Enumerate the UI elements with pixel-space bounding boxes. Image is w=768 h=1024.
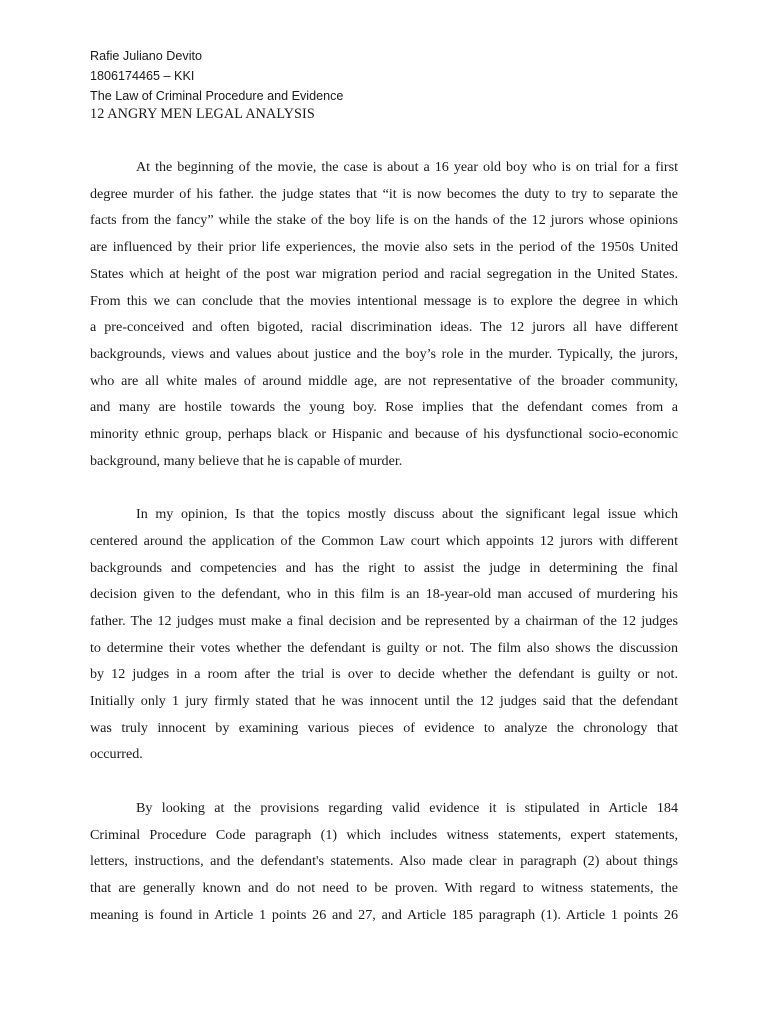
- text-line: By looking at the provisions regarding valid evidence it is stipulated in Article 184: [136, 799, 678, 816]
- text-line: father. The 12 judges must make a final decision and be represented by a chairman of the 12 judges: [90, 612, 678, 629]
- student-id: 1806174465 – KKI: [90, 69, 195, 83]
- text-line: From this we can conclude that the movies intentional message is to explore the degree in which: [90, 292, 678, 309]
- text-line: decision given to the defendant, who in this film is an 18-year-old man accused of murdering his: [90, 586, 678, 603]
- text-line: backgrounds and competencies and has the right to assist the judge in determining the final: [90, 559, 678, 576]
- document-title: 12 ANGRY MEN LEGAL ANALYSIS: [90, 106, 315, 122]
- text-line: degree murder of his father. the judge states that “it is now becomes the duty to try to separate the: [90, 185, 678, 202]
- text-line: At the beginning of the movie, the case is about a 16 year old boy who is on trial for a first: [136, 159, 678, 175]
- text-line: who are all white males of around middle age, are not representative of the broader community,: [90, 372, 678, 389]
- text-line: backgrounds, views and values about justice and the boy’s role in the murder. Typically, the jurors,: [90, 345, 678, 362]
- text-line: are influenced by their prior life experiences, the movie also sets in the period of the 1950s United: [90, 239, 678, 256]
- text-line: centered around the application of the Common Law court which appoints 12 jurors with different: [90, 532, 678, 549]
- document-body: [90, 154, 678, 955]
- text-line: In my opinion, Is that the topics mostly discuss about the significant legal issue which: [136, 506, 678, 523]
- text-line: facts from the fancy” while the stake of the boy life is on the hands of the 12 jurors whose opinions: [90, 212, 678, 229]
- text-line: States which at height of the post war migration period and racial segregation in the United States.: [90, 265, 678, 282]
- text-line: was truly innocent by examining various pieces of evidence to analyze the chronology that: [90, 719, 678, 736]
- text-line: by 12 judges in a room after the trial is over to decide whether the defendant is guilty or not.: [90, 666, 678, 683]
- paragraph-3: [90, 795, 678, 929]
- course-name: The Law of Criminal Procedure and Evidence: [90, 89, 344, 103]
- text-line: meaning is found in Article 1 points 26 and 27, and Article 185 paragraph (1). Article 1 points 26: [90, 906, 678, 923]
- text-line: occurred.: [90, 746, 143, 763]
- text-line: letters, instructions, and the defendant's statements. Also made clear in paragraph (2) about things: [90, 853, 678, 870]
- text-line: minority ethnic group, perhaps black or Hispanic and because of his dysfunctional socio-economic: [90, 426, 678, 443]
- text-line: Initially only 1 jury firmly stated that he was innocent until the 12 judges said that the defendant: [90, 693, 678, 710]
- paragraph-2: [90, 501, 678, 768]
- paragraph-1: [90, 154, 678, 474]
- text-line: that are generally known and do not need to be proven. With regard to witness statements, the: [90, 879, 678, 896]
- document-header: [90, 46, 690, 123]
- text-line: background, many believe that he is capable of murder.: [90, 452, 403, 469]
- text-line: to determine their votes whether the defendant is guilty or not. The film also shows the discussion: [90, 639, 678, 656]
- text-line: and many are hostile towards the young boy. Rose implies that the defendant comes from a: [90, 399, 678, 416]
- text-line: a pre-conceived and often bigoted, racial discrimination ideas. The 12 jurors all have different: [90, 319, 678, 336]
- text-line: Criminal Procedure Code paragraph (1) which includes witness statements, expert statements,: [90, 826, 678, 843]
- author-name: Rafie Juliano Devito: [90, 49, 203, 63]
